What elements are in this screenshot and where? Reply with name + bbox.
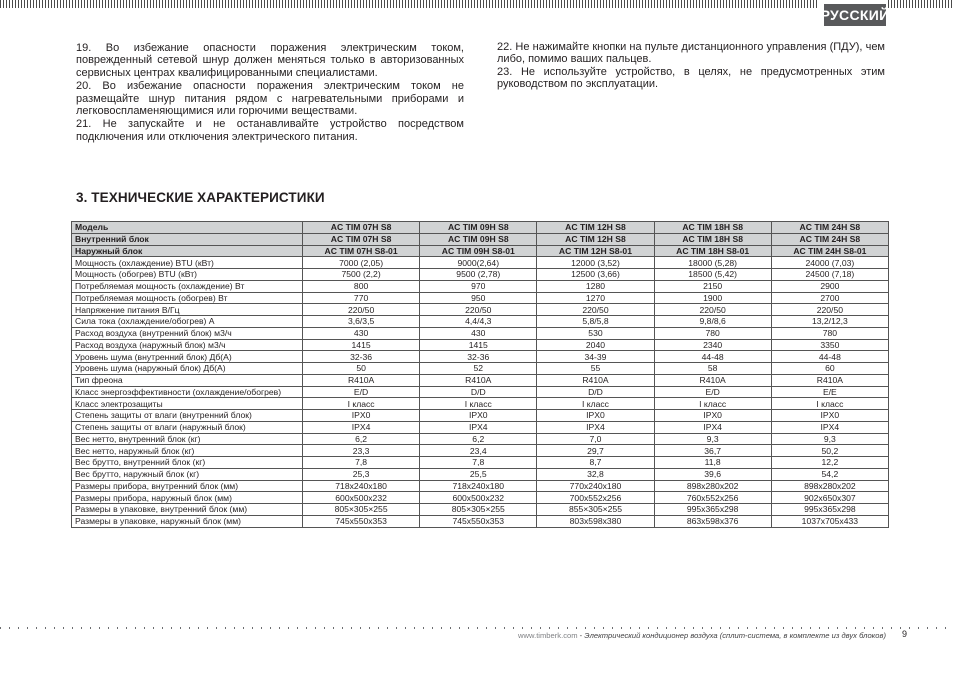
cell-value: 23,3 (303, 445, 420, 457)
cell-value: AC TIM 24H S8-01 (771, 245, 888, 257)
cell-value: 55 (537, 363, 654, 375)
cell-value: 995x365x298 (771, 504, 888, 516)
cell-value: 3,6/3,5 (303, 316, 420, 328)
cell-value: 9,3 (654, 433, 771, 445)
cell-value: 7,8 (420, 457, 537, 469)
safety-notes-right (497, 41, 885, 91)
row-label: Уровень шума (внутренний блок) Дб(А) (72, 351, 303, 363)
table-row (72, 316, 889, 328)
table-row (72, 339, 889, 351)
cell-value: IPX4 (537, 421, 654, 433)
footer (518, 631, 886, 640)
bottom-decorative-rule (0, 627, 954, 629)
cell-value: 2040 (537, 339, 654, 351)
cell-value: 800 (303, 280, 420, 292)
row-label: Тип фреона (72, 374, 303, 386)
cell-value: AC TIM 07H S8 (303, 222, 420, 234)
section-title: 3. ТЕХНИЧЕСКИЕ ХАРАКТЕРИСТИКИ (76, 190, 325, 205)
cell-value: 770x240x180 (537, 480, 654, 492)
cell-value: 805×305×255 (303, 504, 420, 516)
cell-value: AC TIM 18H S8 (654, 222, 771, 234)
cell-value: 32-36 (420, 351, 537, 363)
cell-value: 220/50 (303, 304, 420, 316)
cell-value: 18000 (5,28) (654, 257, 771, 269)
cell-value: 803x598x380 (537, 515, 654, 527)
cell-value: 52 (420, 363, 537, 375)
cell-value: AC TIM 09H S8 (420, 222, 537, 234)
table-row (72, 410, 889, 422)
cell-value: IPX4 (420, 421, 537, 433)
cell-value: 530 (537, 327, 654, 339)
cell-value: 7500 (2,2) (303, 269, 420, 281)
cell-value: AC TIM 18H S8 (654, 233, 771, 245)
row-label: Класс электрозащиты (72, 398, 303, 410)
cell-value: AC TIM 07H S8-01 (303, 245, 420, 257)
table-row (72, 327, 889, 339)
table-header-row (72, 222, 889, 234)
cell-value: 745x550x353 (420, 515, 537, 527)
top-decorative-rule (0, 0, 954, 8)
row-label: Размеры прибора, наружный блок (мм) (72, 492, 303, 504)
row-label: Внутренний блок (72, 233, 303, 245)
cell-value: 9500 (2,78) (420, 269, 537, 281)
row-label: Вес брутто, наружный блок (кг) (72, 468, 303, 480)
cell-value: 718x240x180 (420, 480, 537, 492)
table-row (72, 421, 889, 433)
footer-separator: - (577, 631, 585, 640)
cell-value: 1900 (654, 292, 771, 304)
cell-value: IPX4 (654, 421, 771, 433)
table-row (72, 351, 889, 363)
cell-value: 39,6 (654, 468, 771, 480)
cell-value: 220/50 (537, 304, 654, 316)
cell-value: 220/50 (654, 304, 771, 316)
cell-value: D/D (420, 386, 537, 398)
cell-value: 5,8/5,8 (537, 316, 654, 328)
cell-value: 34-39 (537, 351, 654, 363)
cell-value: R410A (537, 374, 654, 386)
cell-value: 855×305×255 (537, 504, 654, 516)
row-label: Мощность (обогрев) BTU (кВт) (72, 269, 303, 281)
cell-value: R410A (654, 374, 771, 386)
cell-value: 718x240x180 (303, 480, 420, 492)
cell-value: AC TIM 09H S8 (420, 233, 537, 245)
cell-value: 4,4/4,3 (420, 316, 537, 328)
cell-value: 745x550x353 (303, 515, 420, 527)
row-label: Степень защиты от влаги (наружный блок) (72, 421, 303, 433)
cell-value: IPX0 (537, 410, 654, 422)
cell-value: I класс (771, 398, 888, 410)
cell-value: 1280 (537, 280, 654, 292)
cell-value: 6,2 (420, 433, 537, 445)
row-label: Расход воздуха (наружный блок) м3/ч (72, 339, 303, 351)
cell-value: 32,8 (537, 468, 654, 480)
cell-value: 2340 (654, 339, 771, 351)
cell-value: AC TIM 07H S8 (303, 233, 420, 245)
cell-value: 950 (420, 292, 537, 304)
cell-value: 54,2 (771, 468, 888, 480)
cell-value: 770 (303, 292, 420, 304)
row-label: Наружный блок (72, 245, 303, 257)
cell-value: 863x598x376 (654, 515, 771, 527)
cell-value: IPX0 (420, 410, 537, 422)
row-label: Размеры прибора, внутренний блок (мм) (72, 480, 303, 492)
cell-value: R410A (771, 374, 888, 386)
cell-value: 9,3 (771, 433, 888, 445)
safety-note-23: 23. Не используйте устройство, в целях, не предусмотренных этим руководством по эксплуатации. (497, 65, 885, 91)
row-label: Напряжение питания В/Гц (72, 304, 303, 316)
cell-value: 24500 (7,18) (771, 269, 888, 281)
cell-value: AC TIM 24H S8 (771, 233, 888, 245)
table-row (72, 457, 889, 469)
cell-value: IPX0 (771, 410, 888, 422)
cell-value: 9000(2,64) (420, 257, 537, 269)
safety-notes-left (76, 42, 464, 143)
cell-value: AC TIM 18H S8-01 (654, 245, 771, 257)
footer-description: Электрический кондиционер воздуха (сплит-система, в комплекте из двух блоков) (584, 631, 886, 640)
cell-value: AC TIM 09H S8-01 (420, 245, 537, 257)
cell-value: 25,5 (420, 468, 537, 480)
table-row (72, 504, 889, 516)
cell-value: 36,7 (654, 445, 771, 457)
cell-value: R410A (303, 374, 420, 386)
cell-value: 995x365x298 (654, 504, 771, 516)
cell-value: 700x552x256 (537, 492, 654, 504)
safety-note-22: 22. Не нажимайте кнопки на пульте дистанционного управления (ПДУ), чем либо, помимо ваших пальцев. (497, 41, 885, 66)
cell-value: 29,7 (537, 445, 654, 457)
cell-value: I класс (537, 398, 654, 410)
cell-value: 970 (420, 280, 537, 292)
cell-value: 1270 (537, 292, 654, 304)
cell-value: 13,2/12,3 (771, 316, 888, 328)
cell-value: IPX4 (771, 421, 888, 433)
cell-value: 50,2 (771, 445, 888, 457)
footer-site-link[interactable]: www.timberk.com (518, 631, 578, 640)
cell-value: 220/50 (771, 304, 888, 316)
cell-value: 44-48 (654, 351, 771, 363)
cell-value: 12000 (3,52) (537, 257, 654, 269)
table-row (72, 363, 889, 375)
cell-value: 8,7 (537, 457, 654, 469)
table-row (72, 468, 889, 480)
cell-value: 898x280x202 (654, 480, 771, 492)
table-row (72, 445, 889, 457)
safety-note-19: 19. Во избежание опасности поражения электрическим током, поврежденный сетевой шнур должен меняться только в авторизованных сервисных центрах квалифицированными специалистами. (76, 42, 464, 79)
table-row (72, 433, 889, 445)
cell-value: AC TIM 12H S8 (537, 233, 654, 245)
cell-value: 1037x705x433 (771, 515, 888, 527)
cell-value: 220/50 (420, 304, 537, 316)
safety-note-20: 20. Во избежание опасности поражения электрическим током не размещайте шнур питания рядом с нагревательными приборами и легковоспламеняющимися или горючими веществами. (76, 80, 464, 118)
table-row (72, 480, 889, 492)
row-label: Вес брутто, внутренний блок (кг) (72, 457, 303, 469)
cell-value: 600x500x232 (420, 492, 537, 504)
table-row (72, 292, 889, 304)
cell-value: 2150 (654, 280, 771, 292)
cell-value: 50 (303, 363, 420, 375)
table-row (72, 398, 889, 410)
cell-value: 24000 (7,03) (771, 257, 888, 269)
cell-value: 12500 (3,66) (537, 269, 654, 281)
cell-value: 898x280x202 (771, 480, 888, 492)
cell-value: 18500 (5,42) (654, 269, 771, 281)
cell-value: 7,8 (303, 457, 420, 469)
table-row (72, 269, 889, 281)
row-label: Вес нетто, наружный блок (кг) (72, 445, 303, 457)
cell-value: 600x500x232 (303, 492, 420, 504)
row-label: Вес нетто, внутренний блок (кг) (72, 433, 303, 445)
cell-value: 32-36 (303, 351, 420, 363)
cell-value: 1415 (303, 339, 420, 351)
table-row (72, 374, 889, 386)
table-header-row (72, 233, 889, 245)
cell-value: 2900 (771, 280, 888, 292)
row-label: Сила тока (охлаждение/обогрев) А (72, 316, 303, 328)
cell-value: I класс (420, 398, 537, 410)
cell-value: 902x650x307 (771, 492, 888, 504)
cell-value: IPX4 (303, 421, 420, 433)
cell-value: R410A (420, 374, 537, 386)
table-row (72, 280, 889, 292)
cell-value: E/D (654, 386, 771, 398)
cell-value: 3350 (771, 339, 888, 351)
cell-value: 805×305×255 (420, 504, 537, 516)
cell-value: AC TIM 12H S8 (537, 222, 654, 234)
cell-value: I класс (303, 398, 420, 410)
cell-value: 9,8/8,6 (654, 316, 771, 328)
specifications-table (71, 221, 889, 528)
table-row (72, 304, 889, 316)
row-label: Потребляемая мощность (обогрев) Вт (72, 292, 303, 304)
cell-value: 58 (654, 363, 771, 375)
cell-value: 430 (420, 327, 537, 339)
row-label: Потребляемая мощность (охлаждение) Вт (72, 280, 303, 292)
language-badge: РУССКИЙ (824, 4, 886, 26)
cell-value: E/E (771, 386, 888, 398)
row-label: Класс энергоэффективности (охлаждение/обогрев) (72, 386, 303, 398)
table-row (72, 257, 889, 269)
cell-value: 780 (771, 327, 888, 339)
cell-value: AC TIM 12H S8-01 (537, 245, 654, 257)
cell-value: 430 (303, 327, 420, 339)
safety-note-21: 21. Не запускайте и не останавливайте устройство посредством подключения или отключения электрического питания. (76, 118, 464, 143)
row-label: Степень защиты от влаги (внутренний блок) (72, 410, 303, 422)
row-label: Размеры в упаковке, наружный блок (мм) (72, 515, 303, 527)
cell-value: 780 (654, 327, 771, 339)
row-label: Расход воздуха (внутренний блок) м3/ч (72, 327, 303, 339)
cell-value: 7000 (2,05) (303, 257, 420, 269)
row-label: Размеры в упаковке, внутренний блок (мм) (72, 504, 303, 516)
cell-value: 25,3 (303, 468, 420, 480)
cell-value: AC TIM 24H S8 (771, 222, 888, 234)
cell-value: D/D (537, 386, 654, 398)
row-label: Модель (72, 222, 303, 234)
cell-value: 1415 (420, 339, 537, 351)
cell-value: 12,2 (771, 457, 888, 469)
cell-value: 760x552x256 (654, 492, 771, 504)
table-header-row (72, 245, 889, 257)
cell-value: 2700 (771, 292, 888, 304)
cell-value: I класс (654, 398, 771, 410)
page-number: 9 (902, 629, 908, 639)
row-label: Мощность (охлаждение) BTU (кВт) (72, 257, 303, 269)
cell-value: IPX0 (654, 410, 771, 422)
cell-value: 44-48 (771, 351, 888, 363)
cell-value: 23,4 (420, 445, 537, 457)
table-row (72, 386, 889, 398)
table-row (72, 492, 889, 504)
cell-value: IPX0 (303, 410, 420, 422)
cell-value: 6,2 (303, 433, 420, 445)
row-label: Уровень шума (наружный блок) Дб(А) (72, 363, 303, 375)
cell-value: E/D (303, 386, 420, 398)
cell-value: 11,8 (654, 457, 771, 469)
table-row (72, 515, 889, 527)
cell-value: 7,0 (537, 433, 654, 445)
cell-value: 60 (771, 363, 888, 375)
